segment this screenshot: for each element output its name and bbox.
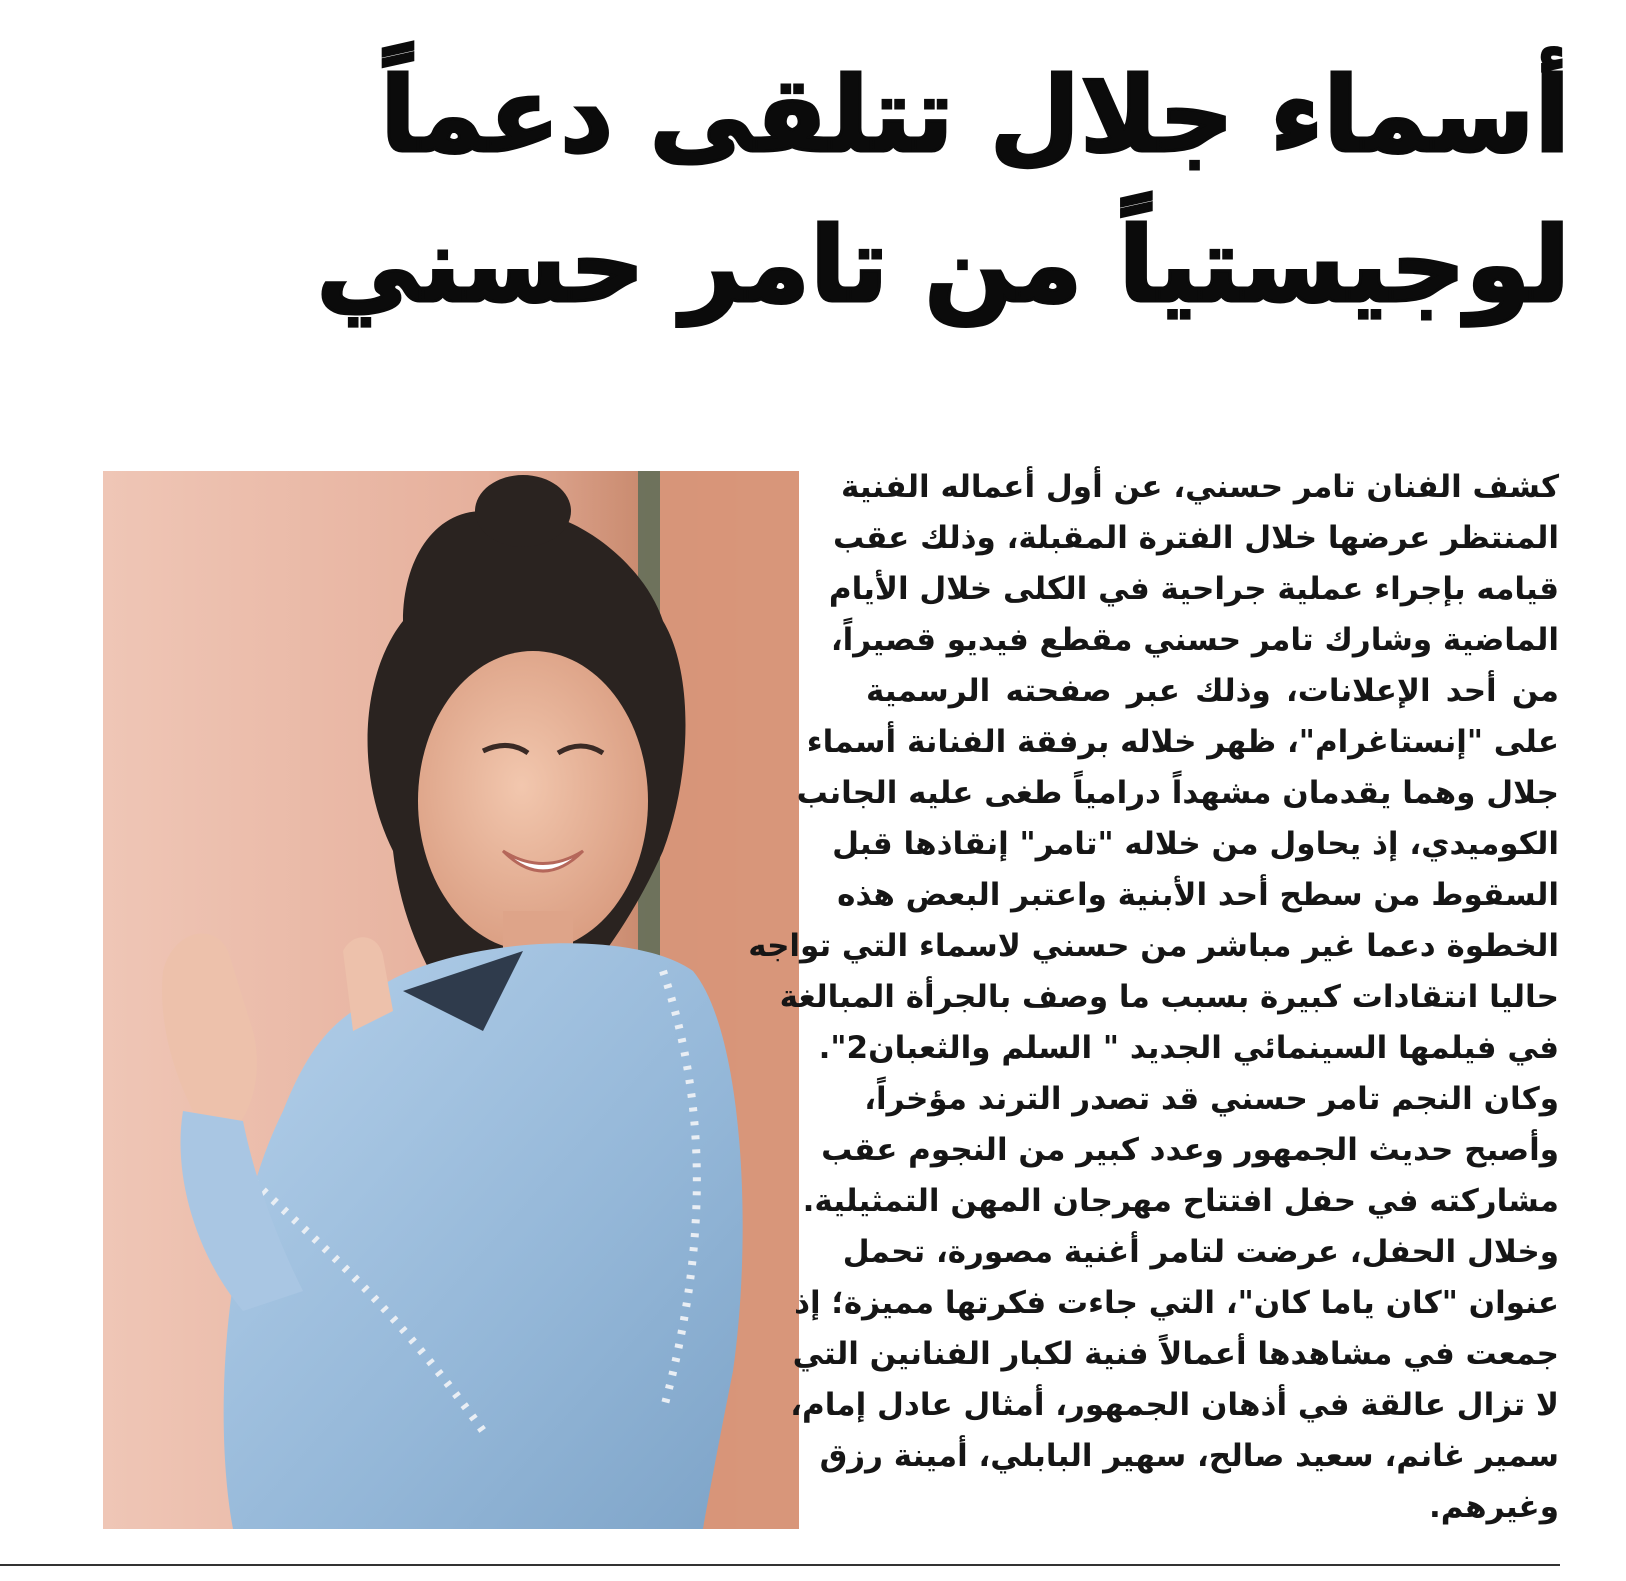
article-line: لا تزال عالقة في أذهان الجمهور، أمثال عادل إمام، bbox=[790, 1387, 1559, 1423]
article-line: كشف الفنان تامر حسني، عن أول أعماله الفنية bbox=[840, 469, 1559, 505]
article-line: وغيرهم. bbox=[1429, 1489, 1559, 1525]
article-line: المنتظر عرضها خلال الفترة المقبلة، وذلك عقب bbox=[833, 520, 1559, 556]
photo-illustration bbox=[103, 471, 799, 1529]
article-line: حاليا انتقادات كبيرة بسبب ما وصف بالجرأة المبالغة bbox=[779, 979, 1559, 1015]
headline bbox=[316, 40, 1570, 340]
article-photo bbox=[103, 471, 799, 1529]
article-line: الكوميدي، إذ يحاول من خلاله "تامر" إنقاذها قبل bbox=[832, 826, 1559, 862]
article-line: جمعت في مشاهدها أعمالاً فنية لكبار الفنانين التي bbox=[792, 1336, 1559, 1372]
article-line: وأصبح حديث الجمهور وعدد كبير من النجوم عقب bbox=[821, 1132, 1559, 1168]
article-body bbox=[748, 462, 1559, 1533]
article-line: عنوان "كان ياما كان"، التي جاءت فكرتها مميزة؛ إذ bbox=[794, 1285, 1559, 1321]
article-line: الخطوة دعما غير مباشر من حسني لاسماء التي تواجه bbox=[748, 928, 1559, 964]
article-line: جلال وهما يقدمان مشهداً درامياً طغى عليه الجانب bbox=[796, 775, 1559, 811]
photo-hair-bun bbox=[475, 475, 571, 547]
article-line: سمير غانم، سعيد صالح، سهير البابلي، أمينة رزق bbox=[819, 1438, 1559, 1474]
headline-line-1: أسماء جلال تتلقى دعماً bbox=[380, 54, 1570, 176]
article-line: مشاركته في حفل افتتاح مهرجان المهن التمثيلية. bbox=[802, 1183, 1559, 1219]
article-line: من أحد الإعلانات، وذلك عبر صفحته الرسمية bbox=[866, 673, 1559, 709]
article-line: وكان النجم تامر حسني قد تصدر الترند مؤخراً، bbox=[864, 1081, 1559, 1117]
article-line: السقوط من سطح أحد الأبنية واعتبر البعض هذه bbox=[837, 877, 1559, 913]
article-line: على "إنستاغرام"، ظهر خلاله برفقة الفنانة أسماء bbox=[806, 724, 1559, 760]
article-line: الماضية وشارك تامر حسني مقطع فيديو قصيراً، bbox=[830, 622, 1559, 658]
photo-face bbox=[418, 651, 648, 951]
bottom-divider bbox=[0, 1564, 1560, 1566]
article-line: في فيلمها السينمائي الجديد " السلم والثعبان2". bbox=[818, 1030, 1559, 1066]
headline-line-2: لوجيستياً من تامر حسني bbox=[316, 204, 1570, 326]
article-line: قيامه بإجراء عملية جراحية في الكلى خلال الأيام bbox=[828, 571, 1559, 607]
article-line: وخلال الحفل، عرضت لتامر أغنية مصورة، تحمل bbox=[842, 1234, 1559, 1270]
